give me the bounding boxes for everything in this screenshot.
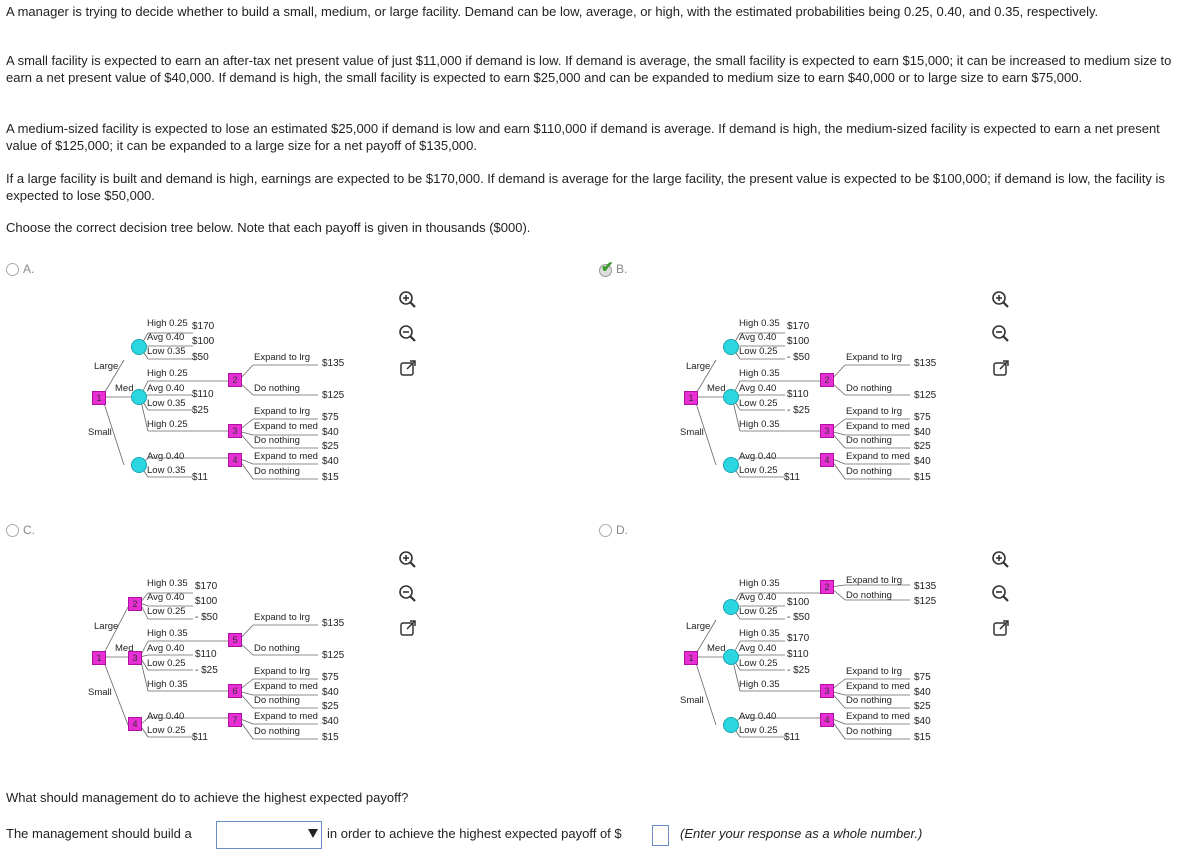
payoff: - $50	[195, 612, 218, 623]
payoff: $110	[787, 649, 809, 660]
chance-node	[131, 457, 147, 473]
option-c[interactable]	[6, 523, 35, 537]
tree-b-tools	[991, 290, 1013, 392]
branch-small: Small	[680, 427, 704, 438]
label-expand: Expand to lrg	[846, 575, 902, 586]
label-expand: Expand to lrg	[254, 352, 310, 363]
payoff: $110	[192, 389, 214, 400]
option-d-label: D.	[616, 523, 628, 537]
label-high: High 0.35	[147, 628, 188, 639]
payoff: $170	[195, 581, 218, 592]
open-new-window-icon[interactable]	[398, 618, 418, 638]
option-d[interactable]	[599, 523, 628, 537]
payoff: - $50	[787, 612, 810, 623]
decision-node: 4	[228, 453, 242, 467]
payoff: $40	[322, 716, 339, 727]
radio-b-selected[interactable]	[599, 258, 614, 276]
payoff: - $25	[787, 405, 810, 416]
zoom-in-icon[interactable]	[991, 550, 1011, 570]
option-b[interactable]	[599, 258, 628, 276]
payoff: $75	[914, 412, 931, 423]
payoff: $25	[192, 405, 209, 416]
label-low: Low 0.35	[147, 346, 186, 357]
payoff: $135	[914, 358, 937, 369]
chance-node	[723, 599, 739, 615]
branch-small: Small	[88, 687, 112, 698]
branch-med: Med	[707, 643, 726, 654]
payoff: $25	[914, 441, 931, 452]
payoff: $75	[914, 672, 931, 683]
payoff: $170	[787, 633, 810, 644]
answer-middle: in order to achieve the highest expected payoff of $	[327, 826, 622, 841]
branch-small: Small	[88, 427, 112, 438]
payoff: $100	[195, 596, 218, 607]
option-c-label: C.	[23, 523, 35, 537]
payoff: $15	[914, 732, 931, 743]
label-expand: Expand to med	[254, 421, 318, 432]
label-low: Low 0.25	[739, 606, 778, 617]
label-high: High 0.25	[147, 368, 188, 379]
label-expand: Expand to lrg	[846, 406, 902, 417]
question-instruction: Choose the correct decision tree below. Note that each payoff is given in thousands ($000).	[6, 220, 531, 235]
zoom-in-icon[interactable]	[398, 550, 418, 570]
zoom-out-icon[interactable]	[398, 324, 418, 344]
tree-d-tools	[991, 550, 1013, 652]
tree-a-lines	[88, 315, 348, 495]
label-do-nothing: Do nothing	[254, 726, 300, 737]
tree-d-lines	[680, 575, 940, 755]
decision-tree-b	[680, 315, 940, 495]
label-high: High 0.35	[739, 628, 780, 639]
payoff: $11	[784, 472, 800, 483]
label-high: High 0.25	[147, 419, 188, 430]
payoff: $15	[322, 732, 339, 743]
decision-node: 4	[820, 713, 834, 727]
tree-a-tools	[398, 290, 420, 392]
decision-node: 2	[820, 580, 834, 594]
label-high: High 0.35	[147, 578, 188, 589]
decision-tree-c	[88, 575, 348, 755]
label-low: Low 0.25	[147, 658, 186, 669]
label-do-nothing: Do nothing	[254, 435, 300, 446]
branch-med: Med	[707, 383, 726, 394]
payoff: $110	[787, 389, 809, 400]
label-avg: Avg 0.40	[739, 711, 777, 722]
radio-d[interactable]	[599, 524, 612, 537]
payoff: $40	[914, 456, 931, 467]
payoff: $125	[914, 596, 937, 607]
label-expand: Expand to med	[254, 711, 318, 722]
label-low: Low 0.25	[739, 658, 778, 669]
decision-node: 2	[228, 373, 242, 387]
payoff: $40	[914, 687, 931, 698]
option-a-label: A.	[23, 262, 35, 276]
payoff: $100	[787, 336, 810, 347]
label-avg: Avg 0.40	[739, 383, 777, 394]
label-avg: Avg 0.40	[739, 643, 777, 654]
payoff: $40	[322, 456, 339, 467]
open-new-window-icon[interactable]	[991, 358, 1011, 378]
payoff: $135	[914, 581, 937, 592]
zoom-in-icon[interactable]	[398, 290, 418, 310]
checkmark-icon: ✔	[601, 258, 614, 276]
label-high: High 0.35	[739, 679, 780, 690]
label-expand: Expand to med	[846, 421, 910, 432]
payoff: $40	[322, 687, 339, 698]
branch-large: Large	[686, 621, 711, 632]
label-avg: Avg 0.40	[739, 592, 777, 603]
label-expand: Expand to med	[254, 451, 318, 462]
branch-large: Large	[94, 361, 119, 372]
decision-node: 1	[684, 391, 698, 405]
label-low: Low 0.25	[739, 465, 778, 476]
payoff: $15	[322, 472, 339, 483]
question-small-facility: A small facility is expected to earn an after-tax net present value of just $11,000 if demand is low. If demand is average, the small facility is expected to earn $15,000; it can be increased to medium size to earn a net present value of $40,000. If demand is high, the small facility is expected to earn $25,000 and can be expanded to medium size to earn $40,000 or to large size to earn $75,000.	[6, 53, 1172, 85]
branch-small: Small	[680, 695, 704, 706]
label-do-nothing: Do nothing	[254, 643, 300, 654]
payoff: $40	[914, 716, 931, 727]
label-high: High 0.35	[739, 578, 780, 589]
label-expand: Expand to med	[846, 451, 910, 462]
payoff: $25	[322, 441, 339, 452]
dropdown-arrow-icon	[308, 829, 318, 838]
payoff: $25	[322, 701, 339, 712]
payoff: $50	[192, 352, 209, 363]
label-expand: Expand to lrg	[846, 352, 902, 363]
label-do-nothing: Do nothing	[846, 726, 892, 737]
decision-node: 7	[228, 713, 242, 727]
payoff: $75	[322, 412, 339, 423]
payoff: $100	[192, 336, 215, 347]
label-avg: Avg 0.40	[739, 332, 777, 343]
decision-tree-a	[88, 315, 348, 495]
label-low: Low 0.25	[739, 346, 778, 357]
branch-med: Med	[115, 383, 134, 394]
label-avg: Avg 0.40	[147, 332, 185, 343]
label-avg: Avg 0.40	[147, 451, 185, 462]
label-expand: Expand to lrg	[254, 612, 310, 623]
answer-hint: (Enter your response as a whole number.)	[680, 826, 923, 841]
chance-node-square: 3	[128, 651, 142, 665]
label-expand: Expand to lrg	[846, 666, 902, 677]
decision-node: 3	[820, 684, 834, 698]
question-intro: A manager is trying to decide whether to build a small, medium, or large facility. Demand can be low, average, or high, with the estimated probabilities being 0.25, 0.40, and 0.35, respectively.	[6, 4, 1099, 19]
label-avg: Avg 0.40	[147, 711, 185, 722]
zoom-out-icon[interactable]	[991, 324, 1011, 344]
decision-node: 1	[92, 651, 106, 665]
option-a[interactable]	[6, 262, 34, 276]
label-low: Low 0.35	[147, 465, 186, 476]
label-avg: Avg 0.40	[147, 592, 185, 603]
payoff: - $25	[787, 665, 810, 676]
zoom-out-icon[interactable]	[398, 584, 418, 604]
label-avg: Avg 0.40	[147, 383, 185, 394]
tree-c-tools	[398, 550, 420, 652]
payoff: $100	[787, 597, 810, 608]
decision-node: 2	[820, 373, 834, 387]
branch-med: Med	[115, 643, 134, 654]
decision-node: 3	[228, 424, 242, 438]
chance-node	[723, 457, 739, 473]
label-do-nothing: Do nothing	[846, 695, 892, 706]
expected-payoff-input[interactable]	[652, 825, 669, 846]
tree-c-lines	[88, 575, 348, 755]
decision-node: 4	[820, 453, 834, 467]
payoff: - $50	[787, 352, 810, 363]
label-do-nothing: Do nothing	[254, 466, 300, 477]
payoff: $11	[784, 732, 800, 743]
label-low: Low 0.35	[147, 398, 186, 409]
label-avg: Avg 0.40	[147, 643, 185, 654]
label-high: High 0.25	[147, 318, 188, 329]
open-new-window-icon[interactable]	[991, 618, 1011, 638]
label-do-nothing: Do nothing	[254, 383, 300, 394]
label-do-nothing: Do nothing	[846, 383, 892, 394]
answer-prefix: The management should build a	[6, 826, 192, 841]
branch-large: Large	[94, 621, 119, 632]
label-do-nothing: Do nothing	[846, 466, 892, 477]
label-expand: Expand to lrg	[254, 406, 310, 417]
label-avg: Avg 0.40	[739, 451, 777, 462]
option-b-label: B.	[616, 262, 628, 276]
label-expand: Expand to med	[846, 711, 910, 722]
payoff: $125	[914, 390, 937, 401]
label-low: Low 0.25	[739, 398, 778, 409]
label-do-nothing: Do nothing	[846, 435, 892, 446]
label-expand: Expand to med	[254, 681, 318, 692]
decision-node: 6	[228, 684, 242, 698]
payoff: $11	[192, 732, 208, 743]
chance-node-square: 4	[128, 717, 142, 731]
zoom-out-icon[interactable]	[991, 584, 1011, 604]
question-large-facility: If a large facility is built and demand is high, earnings are expected to be $170,000. If demand is average for the large facility, the present value is expected to be $100,000; if demand is low, the facility is expected to lose $50,000.	[6, 171, 1165, 203]
payoff: $25	[914, 701, 931, 712]
payoff: $135	[322, 358, 345, 369]
payoff: $75	[322, 672, 339, 683]
payoff: - $25	[195, 665, 218, 676]
label-high: High 0.35	[147, 679, 188, 690]
label-low: Low 0.25	[147, 725, 186, 736]
facility-size-select[interactable]	[216, 821, 322, 849]
chance-node	[723, 717, 739, 733]
chance-node	[723, 339, 739, 355]
decision-tree-d	[680, 575, 940, 755]
followup-question: What should management do to achieve the highest expected payoff?	[6, 790, 409, 805]
label-do-nothing: Do nothing	[846, 590, 892, 601]
decision-node: 5	[228, 633, 242, 647]
payoff: $11	[192, 472, 208, 483]
payoff: $15	[914, 472, 931, 483]
label-low: Low 0.25	[739, 725, 778, 736]
label-low: Low 0.25	[147, 606, 186, 617]
decision-node: 1	[684, 651, 698, 665]
payoff: $170	[787, 321, 810, 332]
label-high: High 0.35	[739, 318, 780, 329]
label-expand: Expand to med	[846, 681, 910, 692]
radio-a[interactable]	[6, 263, 19, 276]
payoff: $125	[322, 390, 345, 401]
payoff: $135	[322, 618, 345, 629]
radio-c[interactable]	[6, 524, 19, 537]
chance-node-square: 2	[128, 597, 142, 611]
payoff: $170	[192, 321, 215, 332]
open-new-window-icon[interactable]	[398, 358, 418, 378]
payoff: $40	[322, 427, 339, 438]
label-do-nothing: Do nothing	[254, 695, 300, 706]
decision-node: 1	[92, 391, 106, 405]
payoff: $110	[195, 649, 217, 660]
payoff: $40	[914, 427, 931, 438]
label-expand: Expand to lrg	[254, 666, 310, 677]
label-high: High 0.35	[739, 419, 780, 430]
payoff: $125	[322, 650, 345, 661]
decision-node: 3	[820, 424, 834, 438]
tree-b-lines	[680, 315, 940, 495]
question-medium-facility: A medium-sized facility is expected to lose an estimated $25,000 if demand is low and earn $110,000 if demand is average. If demand is high, the medium-sized facility is expected to earn a net present value of $125,000; it can be expanded to a large size for a net payoff of $135,000.	[6, 121, 1160, 153]
zoom-in-icon[interactable]	[991, 290, 1011, 310]
label-high: High 0.35	[739, 368, 780, 379]
chance-node	[131, 339, 147, 355]
branch-large: Large	[686, 361, 711, 372]
